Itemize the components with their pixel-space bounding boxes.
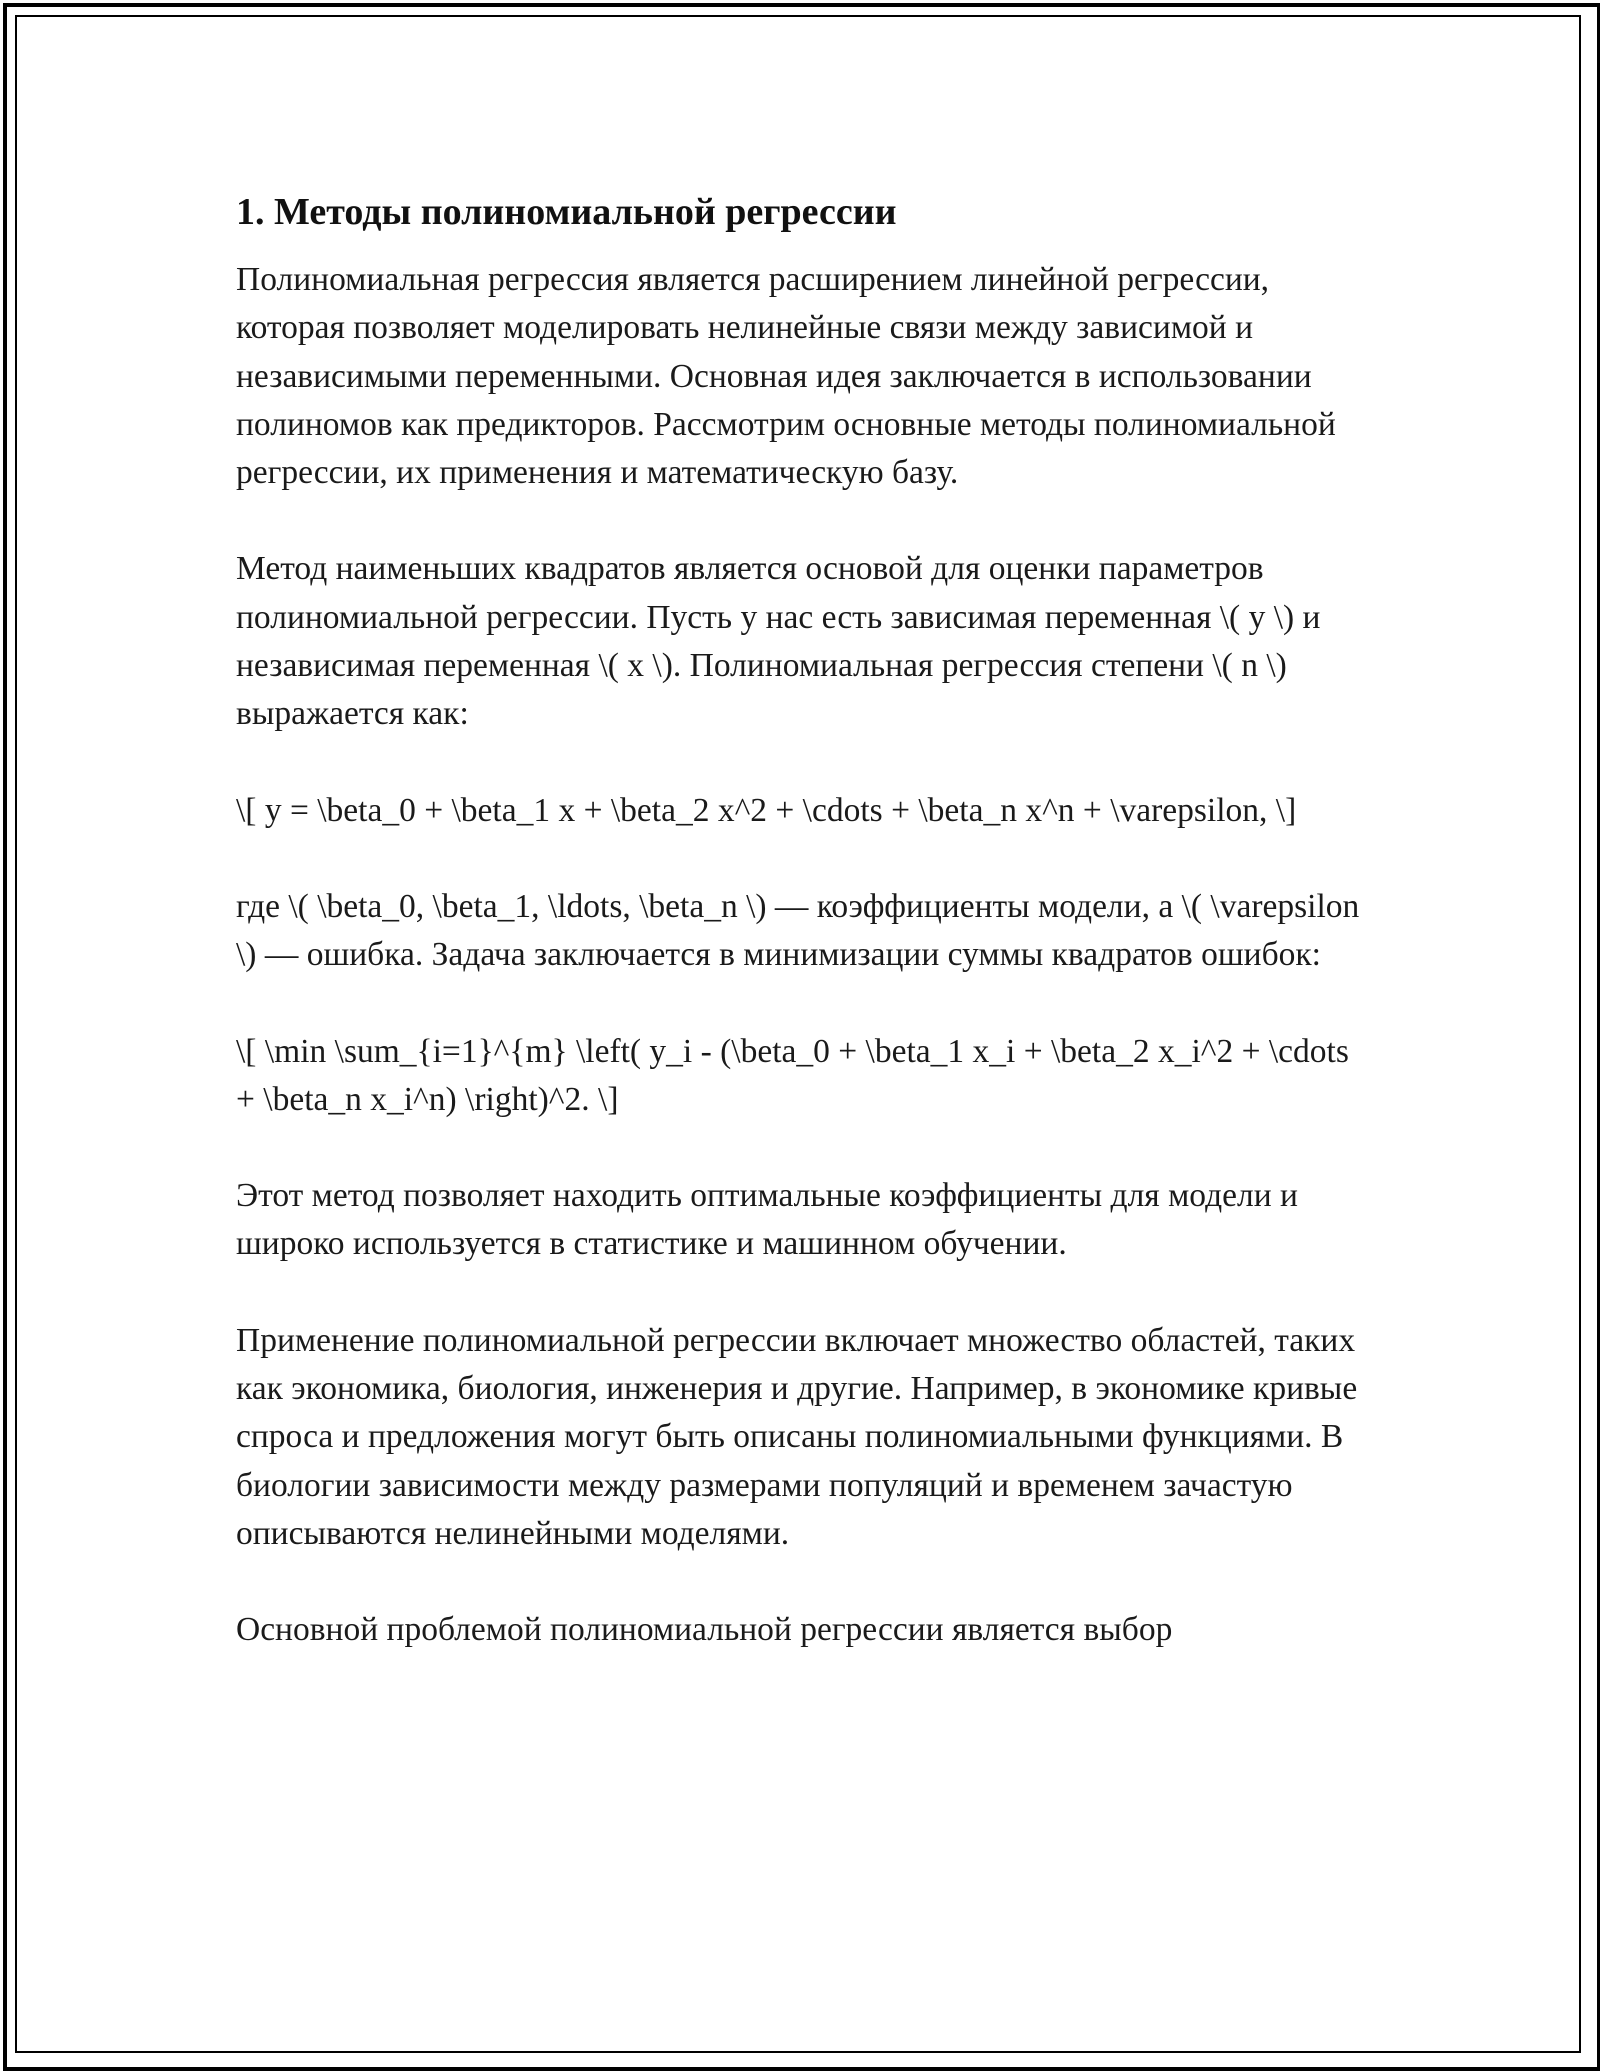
document-body bbox=[236, 182, 1376, 1703]
paragraph-method-usage: Этот метод позволяет находить оптимальные коэффициенты для модели и широко используется в статистике и машинном обучении. bbox=[236, 1177, 1298, 1263]
formula-polynomial: \[ y = \beta_0 + \beta_1 x + \beta_2 x^2 + \cdots + \beta_n x^n + \varepsilon, \] bbox=[236, 791, 1297, 829]
paragraph-intro: Полиномиальная регрессия является расширением линейной регрессии, которая позволяет моделировать нелинейные связи между зависимой и независимыми переменными. Основная идея заключается в использовании полиномов как предикторов. Рассмотрим основные методы полиномиальной регрессии, их применения и математическую базу. bbox=[236, 261, 1336, 492]
paragraph-coefficients: где \( \beta_0, \beta_1, \ldots, \beta_n \) — коэффициенты модели, а \( \varepsilon \) — ошибка. Задача заключается в минимизации суммы квадратов ошибок: bbox=[236, 887, 1360, 974]
paragraph-applications: Применение полиномиальной регрессии включает множество областей, таких как экономика, биология, инженерия и другие. Например, в экономике кривые спроса и предложения могут быть описаны полиномиальными функциями. В биологии зависимости между размерами популяций и временем зачастую описываются нелинейными моделями. bbox=[236, 1321, 1358, 1552]
paragraph-main-problem: Основной проблемой полиномиальной регрессии является выбор bbox=[236, 1611, 1173, 1649]
formula-minimization: \[ \min \sum_{i=1}^{m} \left( y_i - (\beta_0 + \beta_1 x_i + \beta_2 x_i^2 + \cdots + \beta_n x_i^n) \right)^2. \] bbox=[236, 1032, 1349, 1118]
paragraph-least-squares: Метод наименьших квадратов является основой для оценки параметров полиномиальной регрессии. Пусть у нас есть зависимая переменная \( y \) и независимая переменная \( x \). Полиномиальная регрессия степени \( n \) выражается как: bbox=[236, 550, 1321, 733]
section-heading: 1. Методы полиномиальной регрессии bbox=[236, 191, 897, 233]
